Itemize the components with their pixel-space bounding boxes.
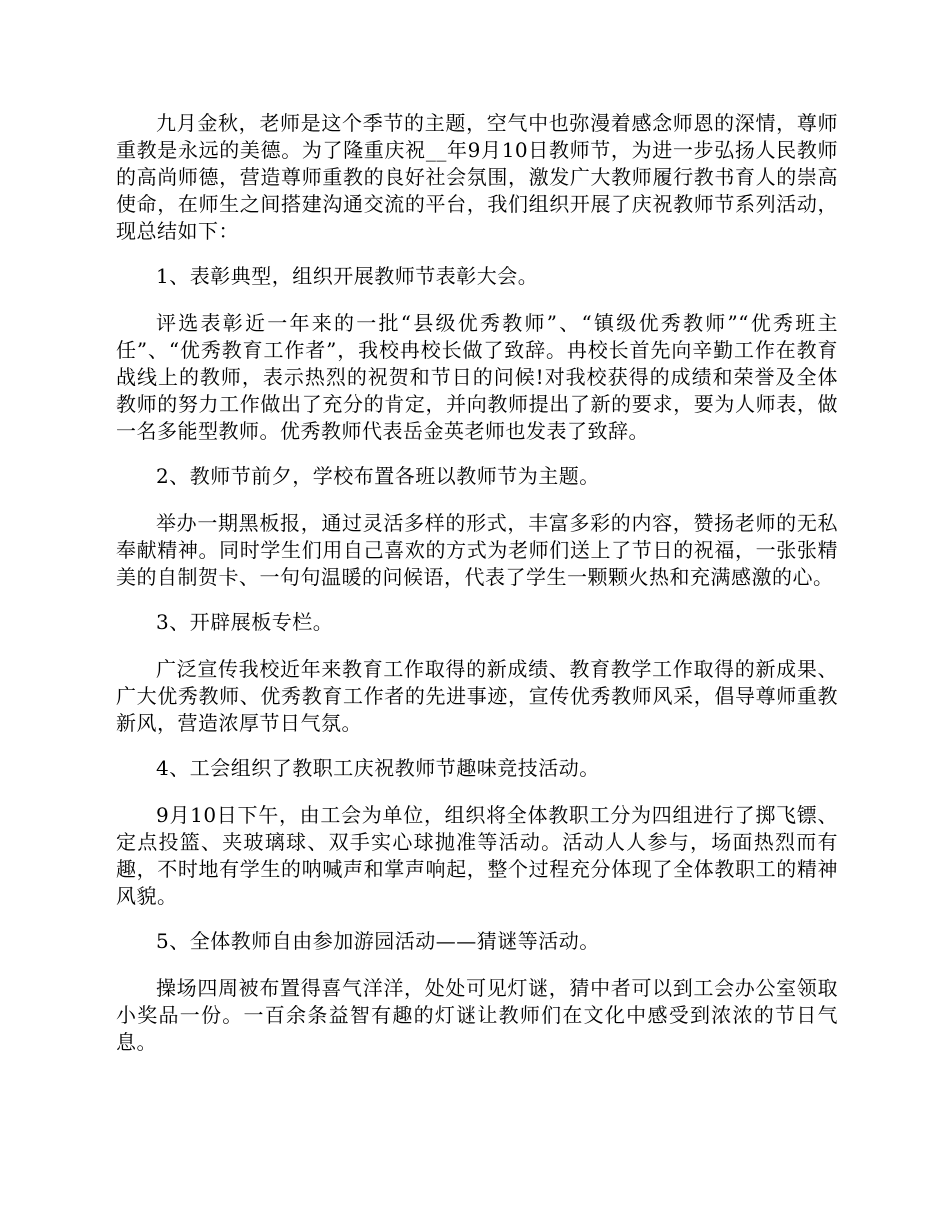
intro-paragraph: 九月金秋，老师是这个季节的主题，空气中也弥漫着感念师恩的深情，尊师重教是永远的美德。为了隆重庆祝__年9月10日教师节，为进一步弘扬人民教师的高尚师德，营造尊师重教的良好社会氛围，激发广大教师履行教书育人的崇高使命，在师生之间搭建沟通交流的平台，我们组织开展了庆祝教师节系列活动，现总结如下：	[116, 111, 838, 243]
section-3-body: 广泛宣传我校近年来教育工作取得的新成绩、教育教学工作取得的新成果、广大优秀教师、优秀教育工作者的先进事迹，宣传优秀教师风采，倡导尊师重教新风，营造浓厚节日气氛。	[116, 657, 838, 735]
section-4-heading: 4、工会组织了教职工庆祝教师节趣味竞技活动。	[156, 756, 600, 780]
section-5-heading: 5、全体教师自由参加游园活动——猜谜等活动。	[156, 929, 600, 953]
section-3-heading: 3、开辟展板专栏。	[156, 610, 334, 634]
section-2-body: 举办一期黑板报，通过灵活多样的形式，丰富多彩的内容，赞扬老师的无私奉献精神。同时学生们用自己喜欢的方式为老师们送上了节日的祝福，一张张精美的自制贺卡、一句句温暖的问候语，代表了学生一颗颗火热和充满感激的心。	[116, 511, 838, 589]
section-2-heading: 2、教师节前夕，学校布置各班以教师节为主题。	[156, 464, 600, 488]
section-1-heading: 1、表彰典型，组织开展教师节表彰大会。	[156, 264, 539, 288]
section-4-body: 9月10日下午，由工会为单位，组织将全体教职工分为四组进行了掷飞镖、定点投篮、夹玻璃球、双手实心球抛准等活动。活动人人参与，场面热烈而有趣，不时地有学生的呐喊声和掌声响起，整个过程充分体现了全体教职工的精神风貌。	[116, 803, 838, 908]
document-page	[116, 110, 838, 1056]
section-5-body: 操场四周被布置得喜气洋洋，处处可见灯谜，猜中者可以到工会办公室领取小奖品一份。一百余条益智有趣的灯谜让教师们在文化中感受到浓浓的节日气息。	[116, 976, 838, 1054]
section-1-body: 评选表彰近一年来的一批“县级优秀教师”、“镇级优秀教师”“优秀班主任”、“优秀教育工作者”，我校冉校长做了致辞。冉校长首先向辛勤工作在教育战线上的教师，表示热烈的祝贺和节日的问候!对我校获得的成绩和荣誉及全体教师的努力工作做出了充分的肯定，并向教师提出了新的要求，要为人师表，做一名多能型教师。优秀教师代表岳金英老师也发表了致辞。	[116, 311, 838, 443]
